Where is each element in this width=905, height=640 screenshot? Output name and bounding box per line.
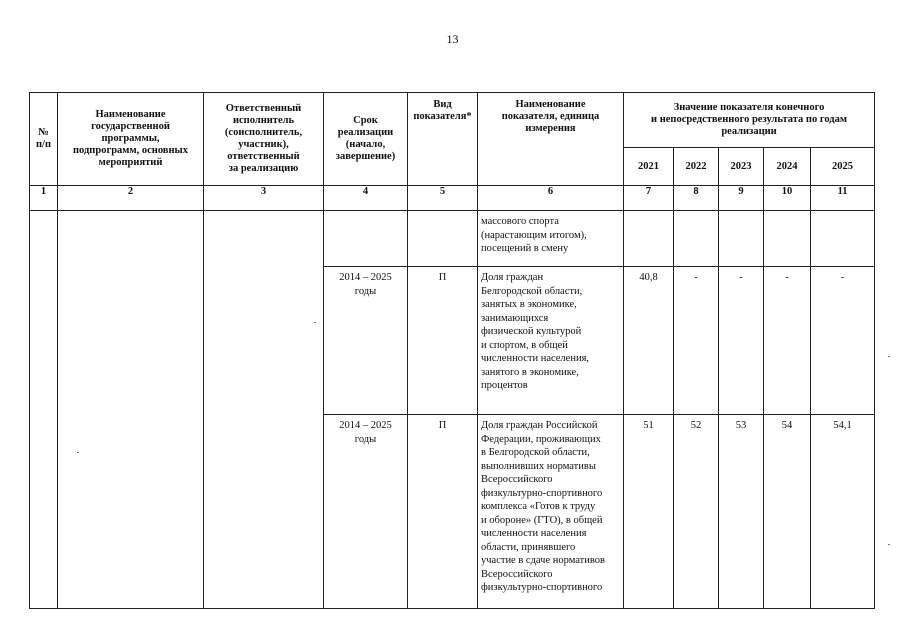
period-cell: 2014 – 2025 годы bbox=[324, 415, 408, 609]
period-cell bbox=[324, 211, 408, 267]
scan-speck bbox=[888, 356, 890, 357]
header-year: 2021 bbox=[624, 148, 674, 186]
header-year: 2023 bbox=[719, 148, 764, 186]
indicator-name-cell: Доля граждан Российской Федерации, проживающих в Белгородской области, выполнивших нормативы Всероссийского физкультурно-спортивного комплекса «Готов к труду и обороне» (ГТО), в общей численности населения области, принявшего участие в сдаче нормативов Всероссийского физкультурно-спортивного bbox=[478, 415, 624, 609]
column-number: 6 bbox=[478, 186, 624, 211]
value-cell: 54,1 bbox=[811, 415, 875, 609]
header-responsible: Ответственный исполнитель (соисполнитель, участник), ответственный за реализацию bbox=[204, 93, 324, 186]
column-number: 7 bbox=[624, 186, 674, 211]
column-number: 3 bbox=[204, 186, 324, 211]
indicator-type-cell: П bbox=[408, 415, 478, 609]
header-values-group: Значение показателя конечного и непосредственного результата по годам реализации bbox=[624, 93, 875, 148]
header-program-name: Наименование государственной программы, подпрограмм, основных мероприятий bbox=[58, 93, 204, 186]
scan-speck bbox=[77, 452, 79, 453]
scan-speck bbox=[314, 322, 316, 323]
column-number: 10 bbox=[764, 186, 811, 211]
value-cell: 51 bbox=[624, 415, 674, 609]
value-cell bbox=[719, 211, 764, 267]
header-year: 2022 bbox=[674, 148, 719, 186]
column-number: 4 bbox=[324, 186, 408, 211]
responsible-cell bbox=[204, 211, 324, 609]
period-cell: 2014 – 2025 годы bbox=[324, 267, 408, 415]
value-cell: - bbox=[764, 267, 811, 415]
value-cell: 52 bbox=[674, 415, 719, 609]
column-number: 11 bbox=[811, 186, 875, 211]
header-year: 2025 bbox=[811, 148, 875, 186]
header-year: 2024 bbox=[764, 148, 811, 186]
value-cell: 40,8 bbox=[624, 267, 674, 415]
value-cell bbox=[624, 211, 674, 267]
column-number: 1 bbox=[30, 186, 58, 211]
column-number: 5 bbox=[408, 186, 478, 211]
header-indicator-type: Вид показателя* bbox=[408, 93, 478, 186]
indicator-type-cell bbox=[408, 211, 478, 267]
indicator-name-cell: Доля граждан Белгородской области, занятых в экономике, занимающихся физической культурой и спортом, в общей численности населения, занятого в экономике, процентов bbox=[478, 267, 624, 415]
value-cell: - bbox=[674, 267, 719, 415]
row-number-cell bbox=[30, 211, 58, 609]
value-cell bbox=[811, 211, 875, 267]
value-cell bbox=[674, 211, 719, 267]
header-indicator-name: Наименование показателя, единица измерения bbox=[478, 93, 624, 186]
indicators-table bbox=[29, 92, 875, 609]
value-cell bbox=[764, 211, 811, 267]
value-cell: - bbox=[811, 267, 875, 415]
value-cell: 54 bbox=[764, 415, 811, 609]
indicator-type-cell: П bbox=[408, 267, 478, 415]
value-cell: 53 bbox=[719, 415, 764, 609]
scan-speck bbox=[888, 544, 890, 545]
page-number: 13 bbox=[446, 32, 459, 46]
header-period: Срок реализации (начало, завершение) bbox=[324, 93, 408, 186]
column-number: 8 bbox=[674, 186, 719, 211]
column-number: 9 bbox=[719, 186, 764, 211]
header-row-number: № п/п bbox=[30, 93, 58, 186]
program-name-cell bbox=[58, 211, 204, 609]
column-number: 2 bbox=[58, 186, 204, 211]
value-cell: - bbox=[719, 267, 764, 415]
table-row bbox=[30, 211, 875, 267]
column-numbers-row bbox=[30, 186, 875, 211]
indicator-name-cell: массового спорта (нарастающим итогом), посещений в смену bbox=[478, 211, 624, 267]
